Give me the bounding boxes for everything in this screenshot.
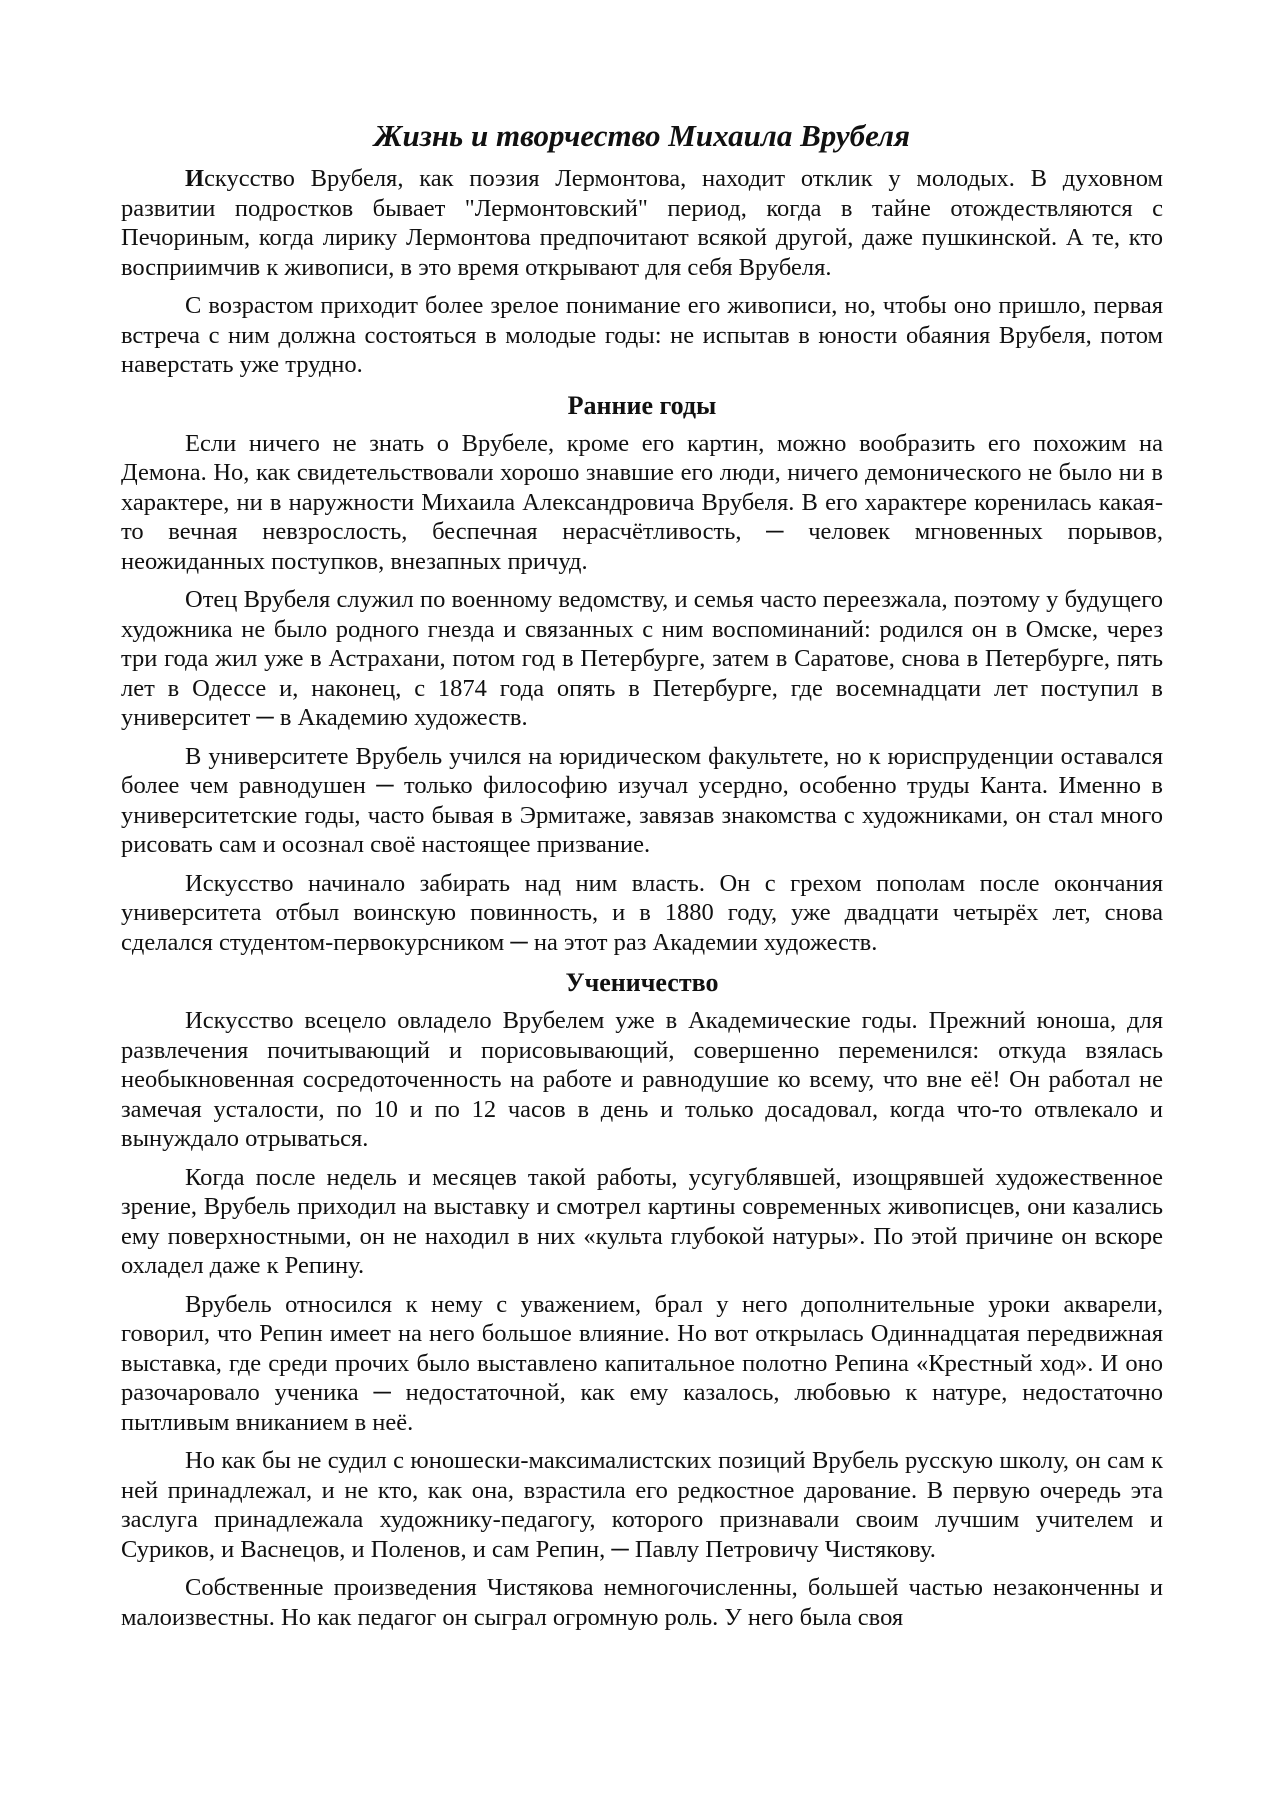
early-years-paragraph-1: Если ничего не знать о Врубеле, кроме его картин, можно вообразить его похожим на Демона. Но, как свидетельствовали хорошо знавшие его люди, ничего демонического не было ни в характере, ни в наружности Михаила Александровича Врубеля. В его характере коренилась какая-то вечная невзрослость, беспечная нерасчётливость, ─ человек мгновенных порывов, неожиданных поступков, внезапных причуд. — [121, 429, 1163, 575]
early-years-paragraph-3: В университете Врубель учился на юридическом факультете, но к юриспруденции оставался более чем равнодушен ─ только философию изучал усердно, особенно труды Канта. Именно в университетские годы, часто бывая в Эрмитаже, завязав знакомства с художниками, он стал много рисовать сам и осознал своё настоящее призвание. — [121, 742, 1163, 858]
section-heading-early-years: Ранние годы — [567, 390, 717, 420]
intro-paragraph-1 — [121, 164, 1163, 282]
apprenticeship-paragraph-4: Но как бы не судил с юношески-максималистских позиций Врубель русскую школу, он сам к ней принадлежал, и не кто, как она, взрастила его редкостное дарование. В первую очередь эта заслуга принадлежала художнику-педагогу, которого признавали своим лучшим учителем и Суриков, и Васнецов, и Поленов, и сам Репин, ─ Павлу Петровичу Чистякову. — [121, 1447, 1163, 1563]
document-title: Жизнь и творчество Михаила Врубеля — [374, 118, 910, 153]
apprenticeship-paragraph-3: Врубель относился к нему с уважением, брал у него дополнительные уроки акварели, говорил, что Репин имеет на него большое влияние. Но вот открылась Одиннадцатая передвижная выставка, где среди прочих было выставлено капитальное полотно Репина «Крестный ход». И оно разочаровало ученика ─ недостаточной, как ему казалось, любовью к натуре, недостаточно пытливым вниканием в неё. — [121, 1290, 1163, 1436]
apprenticeship-paragraph-5: Собственные произведения Чистякова немногочисленны, большей частью незаконченны и малоизвестны. Но как педагог он сыграл огромную роль. У него была своя — [121, 1574, 1163, 1631]
intro-paragraph-2: С возрастом приходит более зрелое понимание его живописи, но, чтобы оно пришло, первая встреча с ним должна состояться в молодые годы: не испытав в юности обаяния Врубеля, потом наверстать уже трудно. — [121, 292, 1163, 378]
intro-paragraph-1-text: скусство Врубеля, как поэзия Лермонтова, находит отклик у молодых. В духовном развитии подростков бывает "Лермонтовский" период, когда в тайне отождествляются с Печориным, когда лирику Лермонтова предпочитают всякой другой, даже пушкинской. А те, кто восприимчив к живописи, в это время открывают для себя Врубеля. — [121, 165, 1163, 281]
apprenticeship-paragraph-2: Когда после недель и месяцев такой работы, усугублявшей, изощрявшей художественное зрение, Врубель приходил на выставку и смотрел картины современных живописцев, они казались ему поверхностными, он не находил в них «культа глубокой натуры». По этой причине он вскоре охладел даже к Репину. — [121, 1163, 1163, 1279]
section-heading-apprenticeship: Ученичество — [565, 968, 719, 997]
early-years-paragraph-4: Искусство начинало забирать над ним власть. Он с грехом пополам после окончания университета отбыл воинскую повинность, и в 1880 году, уже двадцати четырёх лет, снова сделался студентом-первокурсником ─ на этот раз Академии художеств. — [121, 869, 1163, 956]
intro-first-letter: И — [185, 165, 205, 192]
apprenticeship-paragraph-1: Искусство всецело овладело Врубелем уже в Академические годы. Прежний юноша, для развлечения почитывающий и порисовывающий, совершенно переменился: откуда взялась необыкновенная сосредоточенность на работе и равнодушие ко всему, что вне её! Он работал не замечая усталости, по 10 и по 12 часов в день и только досадовал, когда что-то отвлекало и вынуждало отрываться. — [121, 1007, 1163, 1152]
early-years-paragraph-2: Отец Врубеля служил по военному ведомству, и семья часто переезжала, поэтому у будущего художника не было родного гнезда и связанных с ним воспоминаний: родился он в Омске, через три года жил уже в Астрахани, потом год в Петербурге, затем в Саратове, снова в Петербурге, пять лет в Одессе и, наконец, с 1874 года опять в Петербурге, где восемнадцати лет поступил в университет ─ в Академию художеств. — [121, 586, 1163, 731]
